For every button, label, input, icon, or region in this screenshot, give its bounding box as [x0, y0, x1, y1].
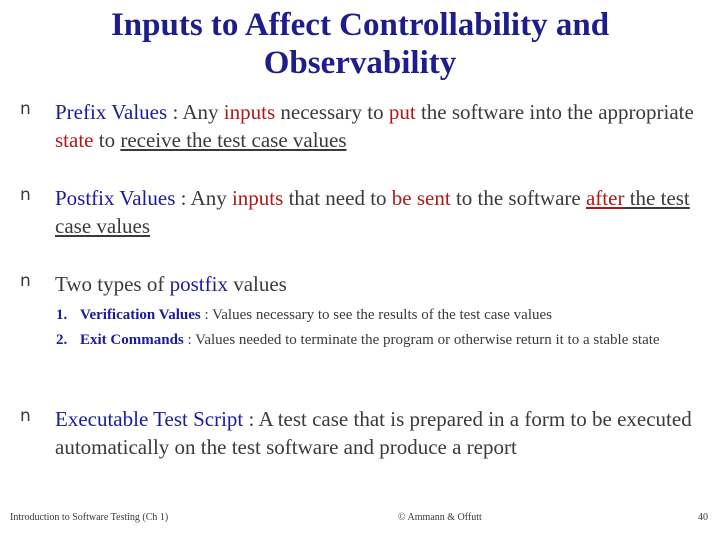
bullet-two-types — [20, 270, 710, 298]
text-segment: state — [55, 128, 94, 152]
text-segment: inputs — [231, 186, 284, 210]
sub-item-number: 1. — [56, 307, 68, 323]
text-segment: Prefix Values — [55, 100, 168, 124]
bullet-marker: n — [20, 271, 31, 291]
text-segment: Executable Test Script — [55, 407, 244, 431]
sub-item-number: 2. — [56, 332, 68, 348]
sub-item-exit-commands — [56, 330, 710, 351]
text-segment: put — [388, 100, 416, 124]
bullet-text — [55, 184, 710, 240]
bullet-text — [55, 405, 710, 461]
bullet-marker: n — [20, 99, 31, 119]
bullet-text — [55, 270, 710, 298]
text-segment: Postfix Values — [55, 186, 176, 210]
bullet-marker: n — [20, 185, 31, 205]
text-segment: inputs — [223, 100, 276, 124]
text-segment: : Any — [175, 186, 232, 210]
footer-page-number: 40 — [698, 512, 708, 523]
text-segment: that need to — [283, 186, 392, 210]
text-segment: receive the test case values — [120, 128, 347, 152]
bullet-text — [55, 98, 710, 154]
text-segment: : Values needed to terminate the program or otherwise return it to a stable state — [183, 332, 660, 348]
text-segment: be sent — [391, 186, 451, 210]
text-segment: : Any — [167, 100, 224, 124]
bullet-postfix-values — [20, 184, 710, 240]
bullet-prefix-values — [20, 98, 710, 154]
sub-item-text — [80, 330, 710, 351]
bullet-marker: n — [20, 406, 31, 426]
footer-course-title: Introduction to Software Testing (Ch 1) — [10, 512, 169, 523]
text-segment: after — [585, 186, 625, 210]
slide-title: Inputs to Affect Controllability and Observability — [110, 7, 610, 81]
bullet-executable-test-script — [20, 405, 710, 461]
footer-copyright: © Ammann & Offutt — [398, 512, 482, 523]
text-segment: values — [227, 272, 287, 296]
text-segment: necessary to — [275, 100, 389, 124]
sub-item-verification-values — [56, 305, 710, 326]
text-segment: postfix — [169, 272, 228, 296]
text-segment: the software into the appropriate — [415, 100, 694, 124]
postfix-sub-list — [56, 305, 710, 351]
text-segment: Two types of — [55, 272, 170, 296]
text-segment: : Values necessary to see the results of the test case values — [200, 307, 552, 323]
text-segment: : A test case that is prepared in a form to be executed automatically on the test software and produce a report — [55, 407, 692, 459]
text-segment: to the software — [450, 186, 586, 210]
text-segment: the test case values — [55, 186, 690, 238]
text-segment: to — [93, 128, 121, 152]
text-segment: Verification Values — [80, 307, 201, 323]
text-segment: Exit Commands — [80, 332, 184, 348]
sub-item-text — [80, 305, 710, 326]
